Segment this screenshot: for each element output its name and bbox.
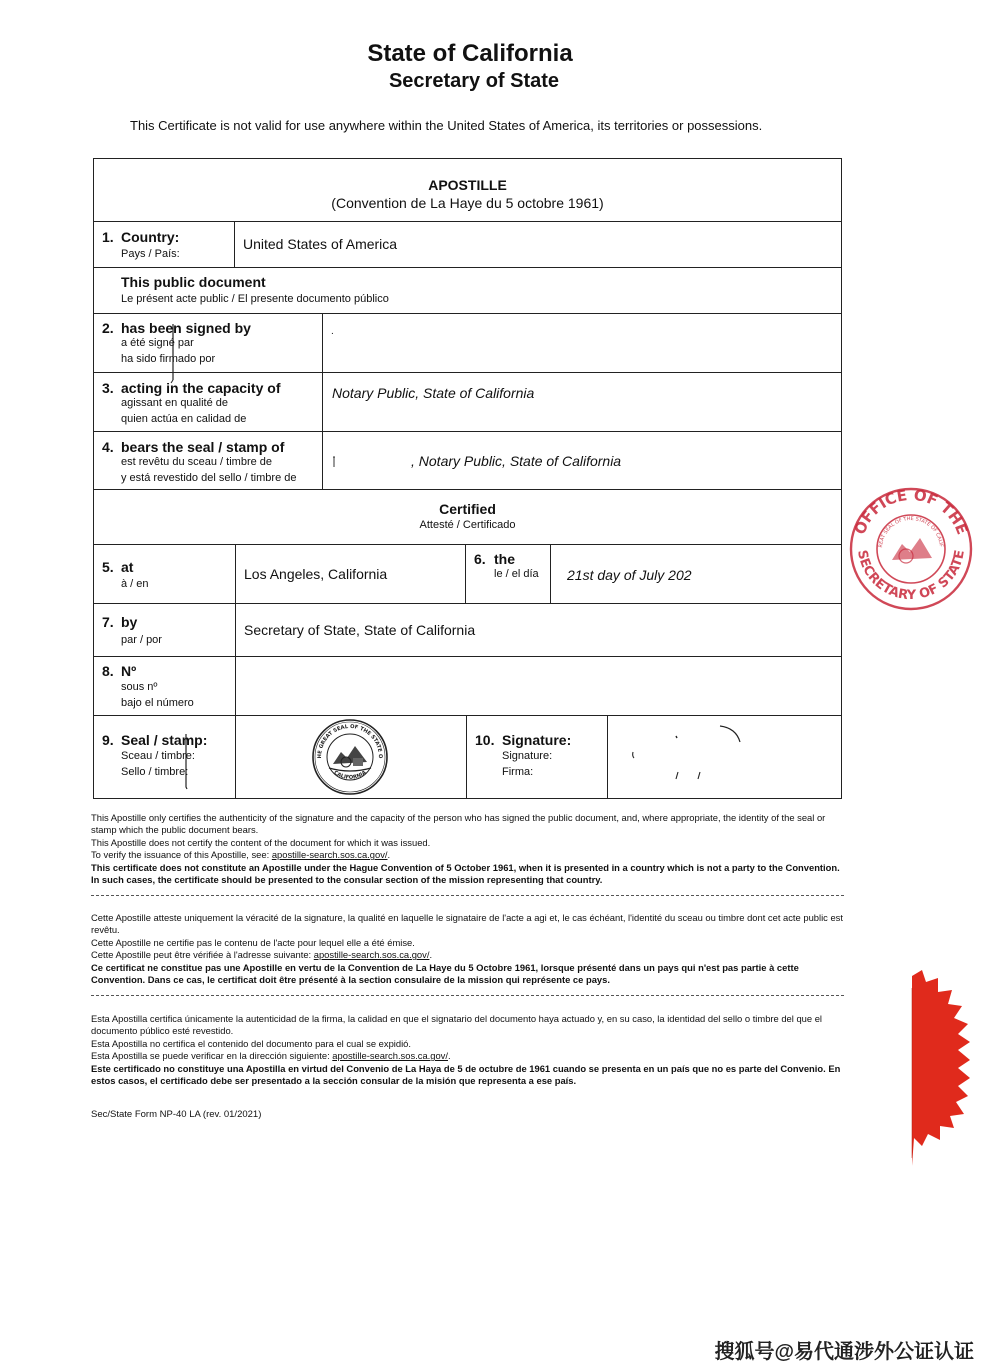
note-fr-3-suffix: . xyxy=(429,949,433,961)
apostille-title: APOSTILLE xyxy=(428,177,507,193)
stamp-inner-text: REAT SEAL OF THE STATE OF CALIF xyxy=(877,515,944,548)
redaction-mark-icon xyxy=(331,455,337,471)
date-label: the xyxy=(494,551,515,567)
apostille-heading xyxy=(93,177,842,211)
note-fr-2: Cette Apostille ne certifie pas le contenu de l'acte pour lequel elle a été émise. xyxy=(91,936,415,948)
row-divider xyxy=(93,431,842,432)
column-divider xyxy=(466,715,467,799)
note-fr-4: Ce certificat ne constitue pas une Apostille en vertu de la Convention de La Haye du 5 Octobre 1961, lorsque présenté dans un pays qui n'est pas partie à cette Convention. Dans ce cas, le certificat doit être présenté à la section consulaire de la mission qui représente ce pays. xyxy=(91,961,799,986)
field-number: 9. xyxy=(102,732,114,748)
country-sublabel: Pays / País: xyxy=(121,248,180,260)
note-en-3 xyxy=(91,849,846,861)
capacity-sublabel-fr: agissant en qualité de xyxy=(121,397,229,409)
by-sublabel: par / por xyxy=(121,634,162,646)
by-value: Secretary of State, State of California xyxy=(244,622,476,638)
note-es-4: Este certificado no constituye una Apostilla en virtud del Convenio de La Haya de 5 de octubre de 1961 cuando se presenta en un país que no es parte del Convenio. En estos casos, el certificado debe ser presentado a la sección consular de la misión que representa a ese país. xyxy=(91,1062,841,1087)
svg-text:OFFICE OF THE xyxy=(851,486,972,537)
row-divider xyxy=(93,313,842,314)
note-es-3-prefix: Esta Apostilla se puede verificar en la dirección siguiente: xyxy=(91,1050,333,1062)
row-divider xyxy=(93,656,842,657)
row-divider xyxy=(93,603,842,604)
capacity-sublabel-es: quien actúa en calidad de xyxy=(121,413,247,425)
row-divider xyxy=(93,221,842,222)
column-divider xyxy=(607,715,608,799)
pen-mark-icon xyxy=(168,322,178,384)
certified-label: Certified xyxy=(439,501,496,517)
pen-mark-icon xyxy=(181,732,191,792)
field-number: 6. xyxy=(474,551,486,567)
field-number: 3. xyxy=(102,380,114,396)
signed-by-sublabel-fr: a été signé par xyxy=(121,337,194,349)
notes-english xyxy=(91,812,846,886)
field-number: 1. xyxy=(102,229,114,245)
note-en-3-suffix: . xyxy=(387,849,391,861)
note-en-4: This certificate does not constitute an Apostille under the Hague Convention of 5 October 1961, when it is presented in a country which is not a party to the Convention. In such cases, the certificate should be presented to the consular section of the mission representing that country. xyxy=(91,861,840,886)
note-es-2: Esta Apostilla no certifica el contenido del documento para el cual se expidió. xyxy=(91,1037,411,1049)
number-label: Nº xyxy=(121,663,137,679)
apostille-search-link[interactable]: apostille-search.sos.ca.gov/ xyxy=(271,849,388,861)
row-divider xyxy=(93,372,842,373)
apostille-search-link[interactable]: apostille-search.sos.ca.gov/ xyxy=(313,949,430,961)
watermark-text: 搜狐号@易代通涉外公证认证 xyxy=(714,1341,974,1363)
seal-sublabel-fr: Sceau / timbre: xyxy=(121,750,195,762)
note-fr-3 xyxy=(91,949,846,961)
stamp-top-text: OFFICE OF THE xyxy=(850,486,972,538)
date-value: 21st day of July 202 xyxy=(567,567,692,583)
seal-of-value: , Notary Public, State of California xyxy=(411,453,622,469)
note-fr-1: Cette Apostille atteste uniquement la véracité de la signature, la qualité en laquelle le signataire de l'acte a agi et, le cas échéant, l'identité du sceau ou timbre dont cet acte public est revêtu. xyxy=(91,912,843,936)
seal-label: Seal / stamp: xyxy=(121,732,208,748)
document-title: State of California xyxy=(367,40,573,67)
date-sublabel: le / el día xyxy=(494,568,539,580)
certified-sublabel: Attesté / Certificado xyxy=(419,519,516,531)
great-seal-bottom-text: CALIFORNIA xyxy=(332,769,368,781)
column-divider xyxy=(465,544,466,603)
row-divider xyxy=(93,267,842,268)
row-divider xyxy=(93,715,842,716)
note-es-3 xyxy=(91,1050,846,1062)
seal-of-sublabel-fr: est revêtu du sceau / timbre de xyxy=(121,456,273,468)
column-divider xyxy=(234,221,235,267)
apostille-convention: (Convention de La Haye du 5 octobre 1961) xyxy=(331,195,604,211)
great-seal-of-california xyxy=(311,718,389,796)
signed-by-sublabel-es: ha sido firmado por xyxy=(121,353,216,365)
seal-of-label: bears the seal / stamp of xyxy=(121,439,285,455)
note-en-2: This Apostille does not certify the content of the document for which it was issued. xyxy=(91,836,431,848)
seal-of-sublabel-es: y está revestido del sello / timbre de xyxy=(121,472,297,484)
country-label: Country: xyxy=(121,229,180,245)
column-divider xyxy=(235,544,236,799)
note-en-1: This Apostille only certifies the authenticity of the signature and the capacity of the person who has signed the public document, and, where appropriate, the identity of the seal or stamp which the public document bears. xyxy=(91,812,826,836)
number-sublabel-es: bajo el número xyxy=(121,697,194,709)
notes-spanish xyxy=(91,1013,846,1087)
number-sublabel-fr: sous nº xyxy=(121,681,158,693)
field-number: 4. xyxy=(102,439,114,455)
public-document-sublabel: Le présent acte public / El presente documento público xyxy=(121,293,389,305)
note-fr-3-prefix: Cette Apostille peut être vérifiée à l'adresse suivante: xyxy=(91,949,314,961)
public-document-label: This public document xyxy=(121,274,266,290)
note-es-1: Esta Apostilla certifica únicamente la autenticidad de la firma, la calidad en que el signatario del documento haya actuado y, en su caso, la identidad del sello o timbre del que el documento público esté revestido. xyxy=(91,1013,823,1037)
field-number: 5. xyxy=(102,559,114,575)
stamp-bottom-text: SECRETARY OF STATE xyxy=(854,548,968,604)
apostille-search-link[interactable]: apostille-search.sos.ca.gov/ xyxy=(332,1050,448,1062)
note-es-3-suffix: . xyxy=(447,1050,451,1062)
section-divider xyxy=(91,895,844,896)
at-label: at xyxy=(121,559,134,575)
seal-sublabel-es: Sello / timbre: xyxy=(121,766,189,778)
capacity-value: Notary Public, State of California xyxy=(332,385,535,401)
at-sublabel: à / en xyxy=(121,578,149,590)
handwritten-signature xyxy=(628,722,748,782)
field-number: 10. xyxy=(475,732,495,748)
signature-label: Signature: xyxy=(502,732,572,748)
signed-by-value: . xyxy=(331,326,334,337)
form-identifier: Sec/State Form NP-40 LA (rev. 01/2021) xyxy=(91,1109,262,1120)
column-divider xyxy=(322,313,323,489)
by-label: by xyxy=(121,614,138,630)
field-number: 7. xyxy=(102,614,114,630)
red-ribbon-seal xyxy=(908,968,972,1168)
notes-french xyxy=(91,912,846,986)
section-divider xyxy=(91,995,844,996)
column-divider xyxy=(550,544,551,603)
row-divider xyxy=(93,489,842,490)
validity-disclaimer: This Certificate is not valid for use anywhere within the United States of America, its territories or possessions. xyxy=(130,118,763,133)
certified-heading xyxy=(93,501,842,531)
at-value: Los Angeles, California xyxy=(244,566,388,582)
capacity-label: acting in the capacity of xyxy=(121,380,281,396)
field-number: 8. xyxy=(102,663,114,679)
great-seal-top-text: HE GREAT SEAL OF THE STATE O xyxy=(316,723,384,759)
secretary-of-state-stamp xyxy=(848,486,974,612)
signed-by-label: has been signed by xyxy=(121,320,251,336)
field-number: 2. xyxy=(102,320,114,336)
row-divider xyxy=(93,544,842,545)
signature-sublabel-es: Firma: xyxy=(502,766,534,778)
document-subtitle: Secretary of State xyxy=(388,70,560,92)
signature-sublabel-fr: Signature: xyxy=(502,750,553,762)
country-value: United States of America xyxy=(243,236,398,252)
note-en-3-prefix: To verify the issuance of this Apostille, see: xyxy=(91,849,272,861)
